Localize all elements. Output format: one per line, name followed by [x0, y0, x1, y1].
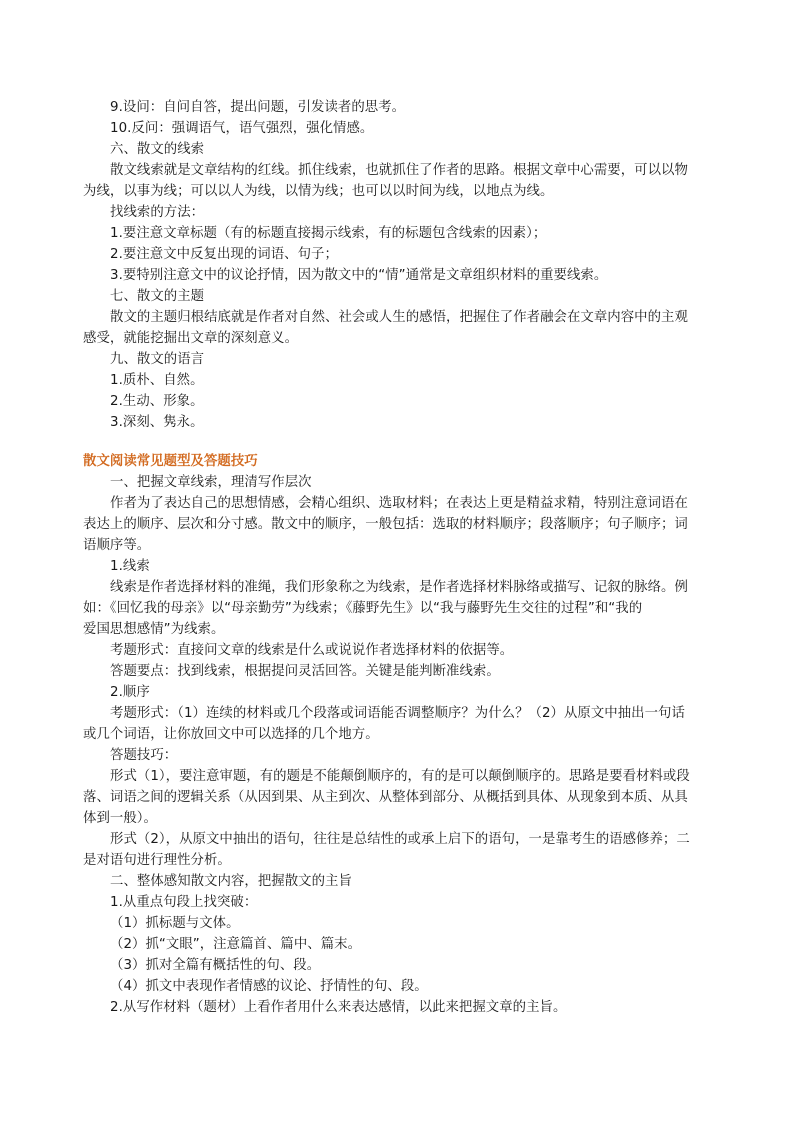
text-line: 2.从写作材料（题材）上看作者用什么来表达感情，以此来把握文章的主旨。 [110, 1000, 567, 1015]
text-line: 答题技巧： [110, 748, 178, 763]
text-line: 找线索的方法： [110, 205, 205, 220]
text-line: 散文线索就是文章结构的红线。抓住线索，也就抓住了作者的思路。根据文章中心需要，可以以物 [110, 163, 688, 178]
section-heading: 六、散文的线索 [110, 142, 205, 157]
text-line: 2.要注意文中反复出现的词语、句子； [110, 247, 338, 262]
text-line: 感受，就能挖掘出文章的深刻意义。 [83, 331, 299, 346]
text-line: 答题要点：找到线索，根据提问灵活回答。关键是能判断准线索。 [110, 664, 500, 679]
text-line: 散文的主题归根结底就是作者对自然、社会或人生的感悟，把握住了作者融会在文章内容中的主观 [110, 310, 688, 325]
text-line: 为线，以事为线；可以以人为线，以情为线；也可以以时间为线，以地点为线。 [83, 184, 554, 199]
text-line: （3）抓对全篇有概括性的句、段。 [110, 958, 321, 973]
text-line: 1.质朴、自然。 [110, 373, 204, 388]
text-line: （4）抓文中表现作者情感的议论、抒情性的句、段。 [110, 979, 428, 994]
text-line: 如：《回忆我的母亲》以“母亲勤劳”为线索；《藤野先生》以“我与藤野先生交往的过程”和“我的 [83, 601, 643, 616]
text-line: （2）抓“文眼”，注意篇首、篇中、篇末。 [110, 937, 362, 952]
section-heading: 二、整体感知散文内容，把握散文的主旨 [110, 874, 352, 889]
text-line: 1.要注意文章标题（有的标题直接揭示线索，有的标题包含线索的因素）； [110, 226, 547, 241]
text-line: （1）抓标题与文体。 [110, 916, 240, 931]
text-line: 9.设问：自问自答，提出问题，引发读者的思考。 [110, 100, 406, 115]
text-line: 作者为了表达自己的思想情感，会精心组织、选取材料；在表达上更是精益求精，特别注意词语在 [110, 496, 688, 511]
main-heading: 散文阅读常见题型及答题技巧 [83, 454, 258, 469]
section-heading: 七、散文的主题 [110, 289, 205, 304]
text-line: 10.反问：强调语气，语气强烈，强化情感。 [110, 121, 374, 136]
text-line: 考题形式：直接问文章的线索是什么或说说作者选择材料的依据等。 [110, 643, 514, 658]
section-heading: 九、散文的语言 [110, 352, 205, 367]
text-line: 2.顺序 [110, 685, 150, 700]
text-line: 体到一般）。 [83, 811, 157, 826]
text-line: 3.深刻、隽永。 [110, 415, 204, 430]
text-line: 形式（1），要注意审题，有的题是不能颠倒顺序的，有的是可以颠倒顺序的。思路是要看材料或段 [110, 769, 690, 784]
text-line: 1.从重点句段上找突破： [110, 895, 258, 910]
text-line: 语顺序等。 [83, 538, 151, 553]
text-line: 或几个词语，让你放回文中可以选择的几个地方。 [83, 727, 379, 742]
section-heading: 一、把握文章线索，理清写作层次 [110, 475, 312, 490]
text-line: 爱国思想感情”为线索。 [83, 622, 225, 637]
text-line: 形式（2），从原文中抽出的语句，往往是总结性的或承上启下的语句，一是靠考生的语感修养；二 [110, 832, 690, 847]
text-line: 2.生动、形象。 [110, 394, 204, 409]
text-line: 是对语句进行理性分析。 [83, 853, 231, 868]
text-line: 考题形式：（1）连续的材料或几个段落或词语能否调整顺序？为什么？（2）从原文中抽出一句话 [110, 706, 685, 721]
text-line: 落、词语之间的逻辑关系（从因到果、从主到次、从整体到部分、从概括到具体、从现象到本质、从具 [83, 790, 688, 805]
text-line: 3.要特别注意文中的议论抒情，因为散文中的“情”通常是文章组织材料的重要线索。 [110, 268, 608, 283]
text-line: 1.线索 [110, 559, 150, 574]
text-line: 线索是作者选择材料的准绳，我们形象称之为线索，是作者选择材料脉络或描写、记叙的脉络。例 [110, 580, 688, 595]
text-line: 表达上的顺序、层次和分寸感。散文中的顺序，一般包括：选取的材料顺序；段落顺序；句子顺序；词 [83, 517, 688, 532]
